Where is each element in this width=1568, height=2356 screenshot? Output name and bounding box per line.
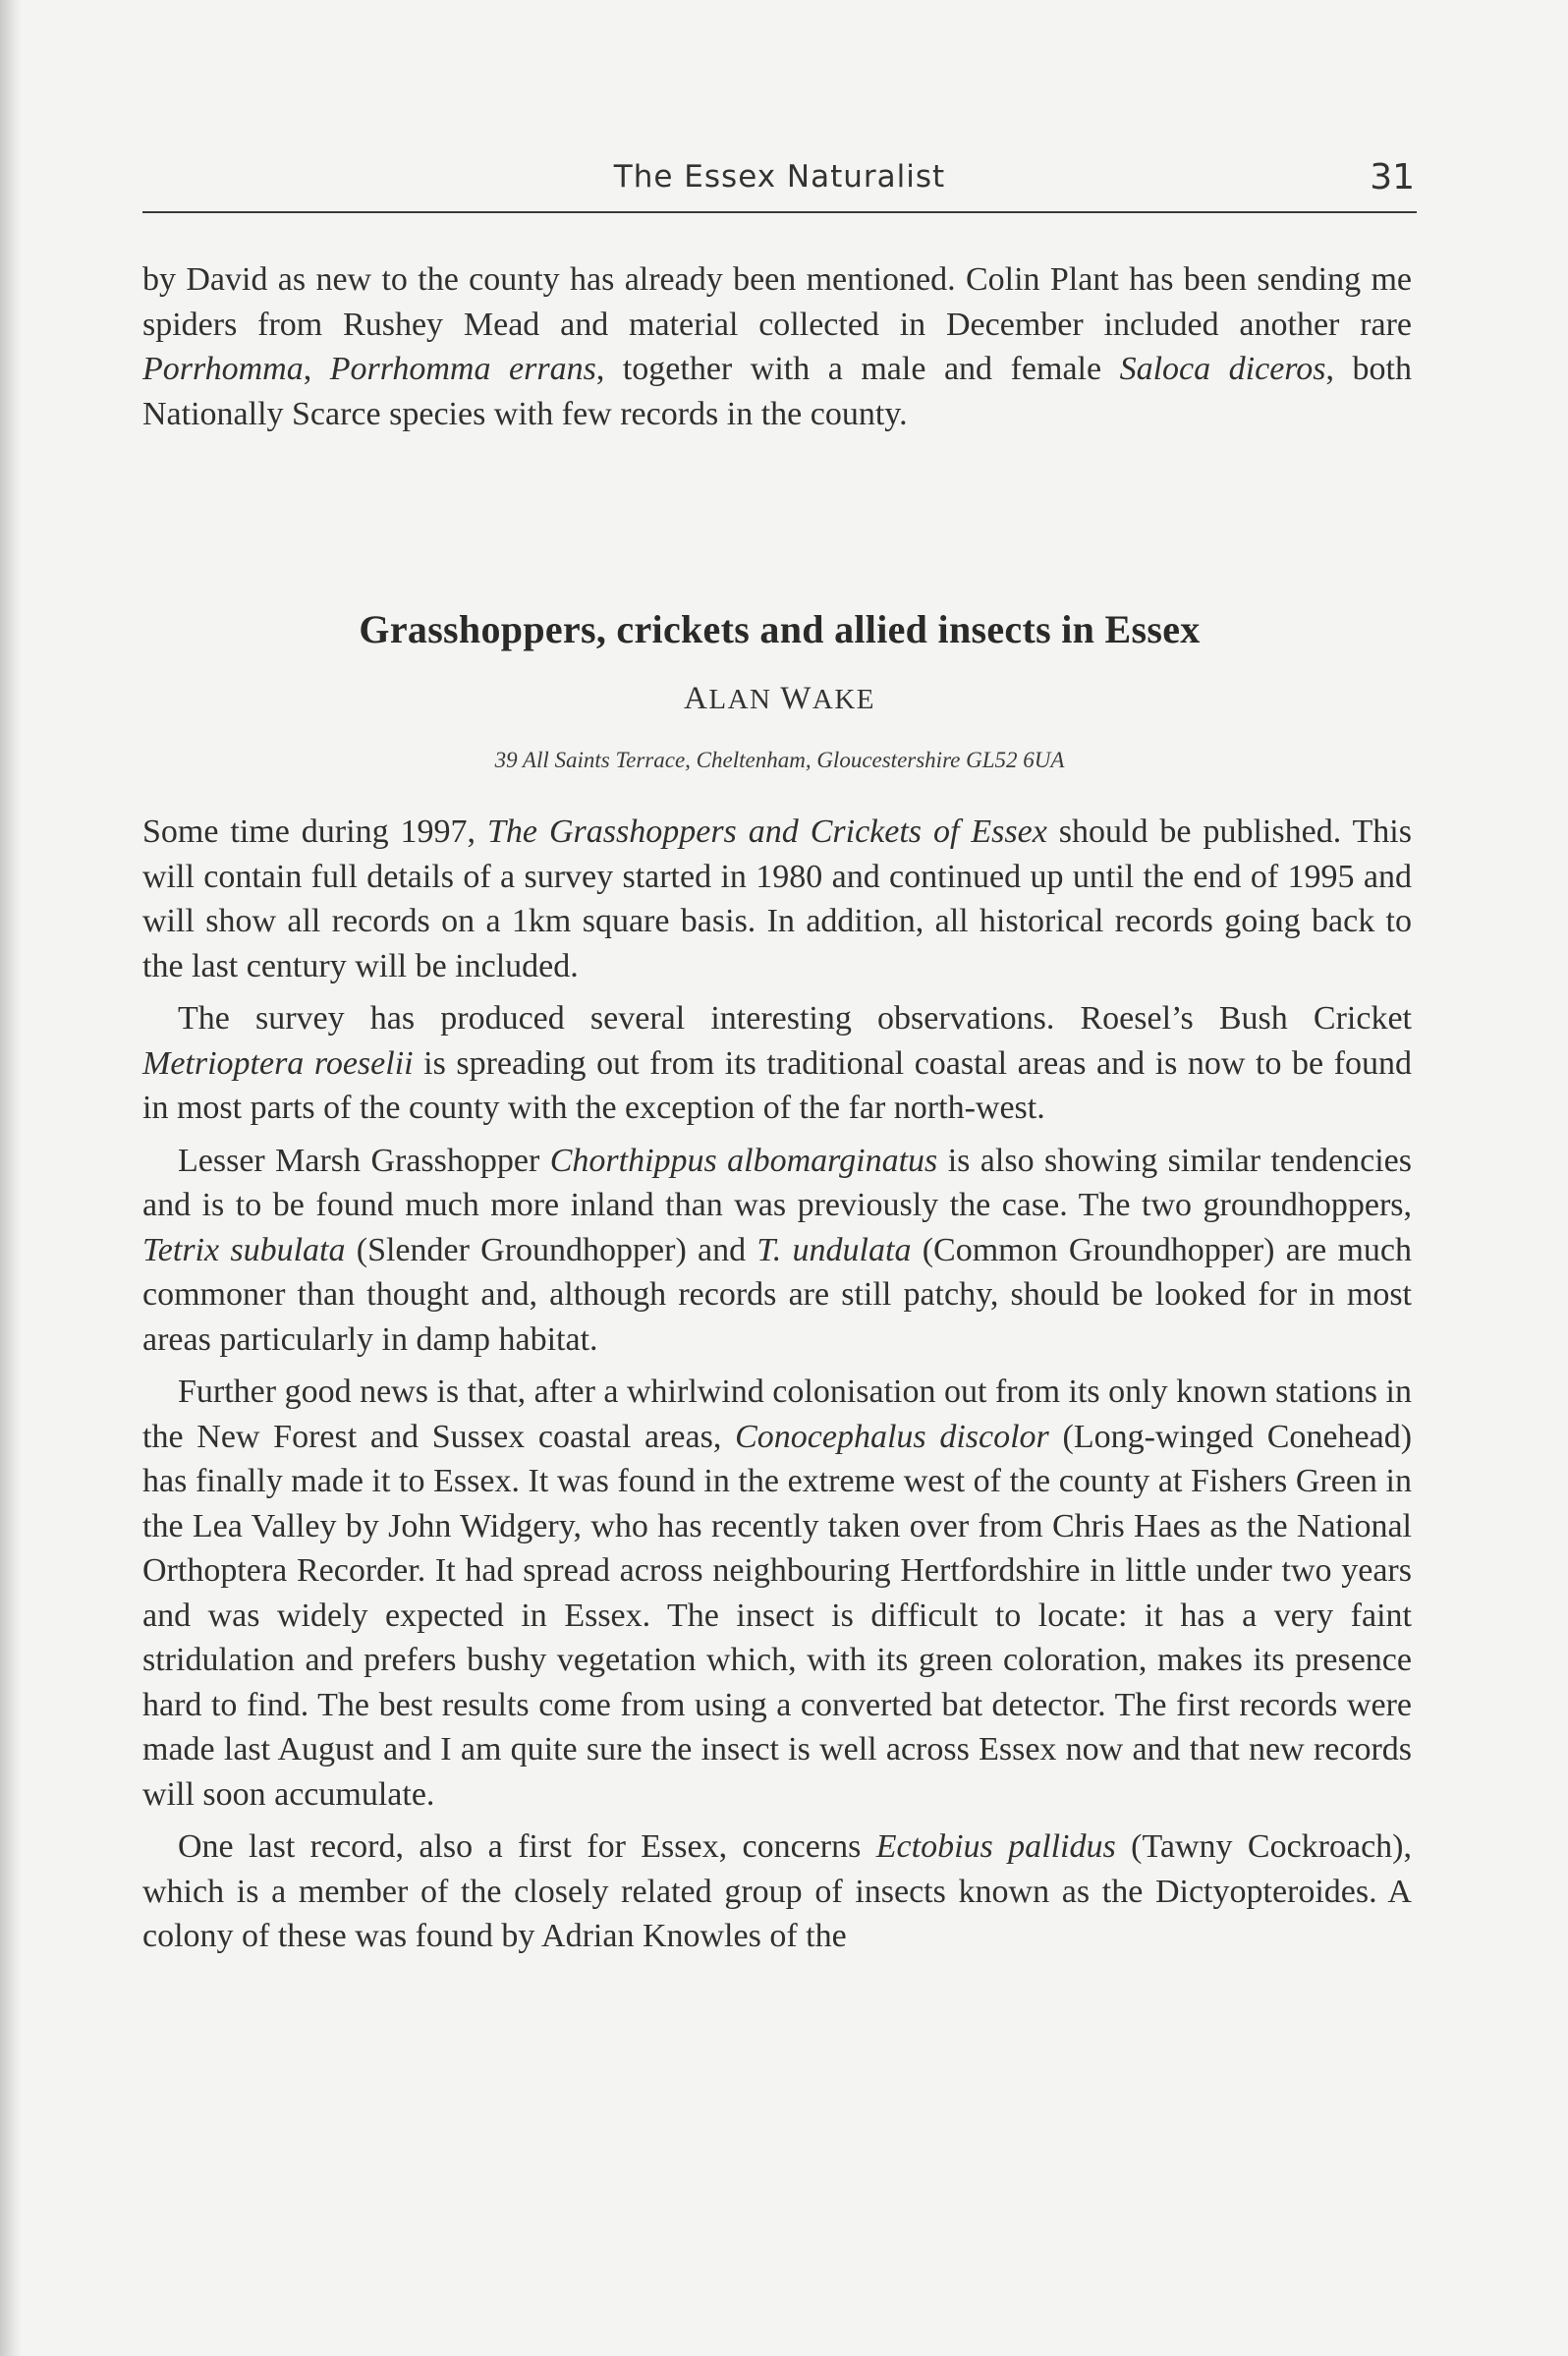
author-address: 39 All Saints Terrace, Cheltenham, Gloucestershire GL52 6UA bbox=[494, 748, 1065, 772]
text-run: (Common Groundhopper) are much commoner than thought and, although records are still patchy, should be looked for in most areas particularly in damp habitat. bbox=[142, 1231, 1413, 1358]
species-name: Chorthippus albomarginatus bbox=[549, 1142, 938, 1179]
text-run: , both Nationally Scarce species with few records in the county. bbox=[142, 351, 1412, 432]
text-run: (Slender Groundhopper) and bbox=[345, 1231, 757, 1268]
article-body bbox=[142, 810, 1412, 1967]
species-name: Porrhomma bbox=[142, 351, 304, 387]
species-name: Metrioptera roeselii bbox=[142, 1044, 414, 1082]
species-name: Conocephalus discolor bbox=[735, 1418, 1049, 1455]
text-run: , together with a male and female bbox=[595, 351, 1120, 387]
text-run: One last record, also a first for Essex, concerns bbox=[178, 1828, 876, 1865]
intro-paragraph-block bbox=[142, 257, 1412, 436]
species-name: Porrhomma errans bbox=[329, 351, 596, 387]
text-run: Some time during 1997, bbox=[142, 813, 488, 850]
text-run: , bbox=[303, 351, 330, 387]
running-head bbox=[142, 159, 1417, 208]
text-run: by David as new to the county has already been mentioned. Colin Plant has been sending me spiders from Rushey Mead and material collected in December included another rare bbox=[142, 261, 1412, 343]
journal-title: The Essex Naturalist bbox=[613, 159, 946, 195]
text-run: (Long-winged Conehead) has finally made it to Essex. It was found in the extreme west of the county at Fishers Green in the Lea Valley by John Widgery, who has recently taken over from Chris Haes as the National Orthoptera Recorder. It had spread across neighbouring Hertfordshire in little under two years and was widely expected in Essex. The insect is difficult to locate: it has a very faint stridulation and prefers bushy vegetation which, with its green coloration, makes its presence hard to find. The best results come from using a converted bat detector. The first records were made last August and I am quite sure the insect is well across Essex now and that new records will soon accumulate. bbox=[142, 1418, 1413, 1813]
text-run: (Tawny Cockroach), which is a member of the closely related group of insects known as the Dictyopteroides. A colony of these was found by Adrian Knowles of the bbox=[142, 1828, 1413, 1954]
body-paragraph-5 bbox=[142, 1824, 1412, 1959]
species-name: Ectobius pallidus bbox=[875, 1828, 1116, 1865]
page-number: 31 bbox=[1370, 157, 1415, 197]
book-title: The Grasshoppers and Crickets of Essex bbox=[487, 813, 1047, 850]
header-rule bbox=[142, 211, 1417, 213]
species-name: Saloca diceros bbox=[1119, 351, 1326, 387]
species-name: Tetrix subulata bbox=[142, 1231, 346, 1268]
body-paragraph-2 bbox=[142, 996, 1412, 1131]
author-text: LAN bbox=[708, 684, 781, 715]
text-run: is spreading out from its traditional coastal areas and is now to be found in most parts of the county with the exception of the far north-west. bbox=[142, 1044, 1412, 1126]
body-paragraph-4 bbox=[142, 1370, 1412, 1817]
author-text: AKE bbox=[812, 684, 875, 715]
species-name: T. undulata bbox=[756, 1231, 912, 1268]
article-title: Grasshoppers, crickets and allied insects in Essex bbox=[359, 607, 1201, 651]
author-initial: W bbox=[780, 681, 812, 716]
body-paragraph-1 bbox=[142, 810, 1412, 988]
text-run: is also showing similar tendencies and is to be found much more inland than was previously the case. The two groundhoppers, bbox=[142, 1142, 1412, 1223]
author-initial: A bbox=[684, 681, 709, 716]
text-run: Further good news is that, after a whirlwind colonisation out from its only known stations in the New Forest and Sussex coastal areas, bbox=[142, 1374, 1412, 1455]
article-author bbox=[142, 681, 1417, 717]
text-run: The survey has produced several interesting observations. Roesel’s Bush Cricket bbox=[178, 1000, 1412, 1037]
scan-edge-shadow bbox=[0, 0, 22, 2356]
text-run: should be published. This will contain full details of a survey started in 1980 and continued up until the end of 1995 and will show all records on a 1km square basis. In addition, all historical records going back to the last century will be included. bbox=[142, 813, 1412, 984]
text-run: Lesser Marsh Grasshopper bbox=[178, 1142, 550, 1179]
body-paragraph-3 bbox=[142, 1139, 1412, 1363]
intro-paragraph bbox=[142, 257, 1412, 436]
